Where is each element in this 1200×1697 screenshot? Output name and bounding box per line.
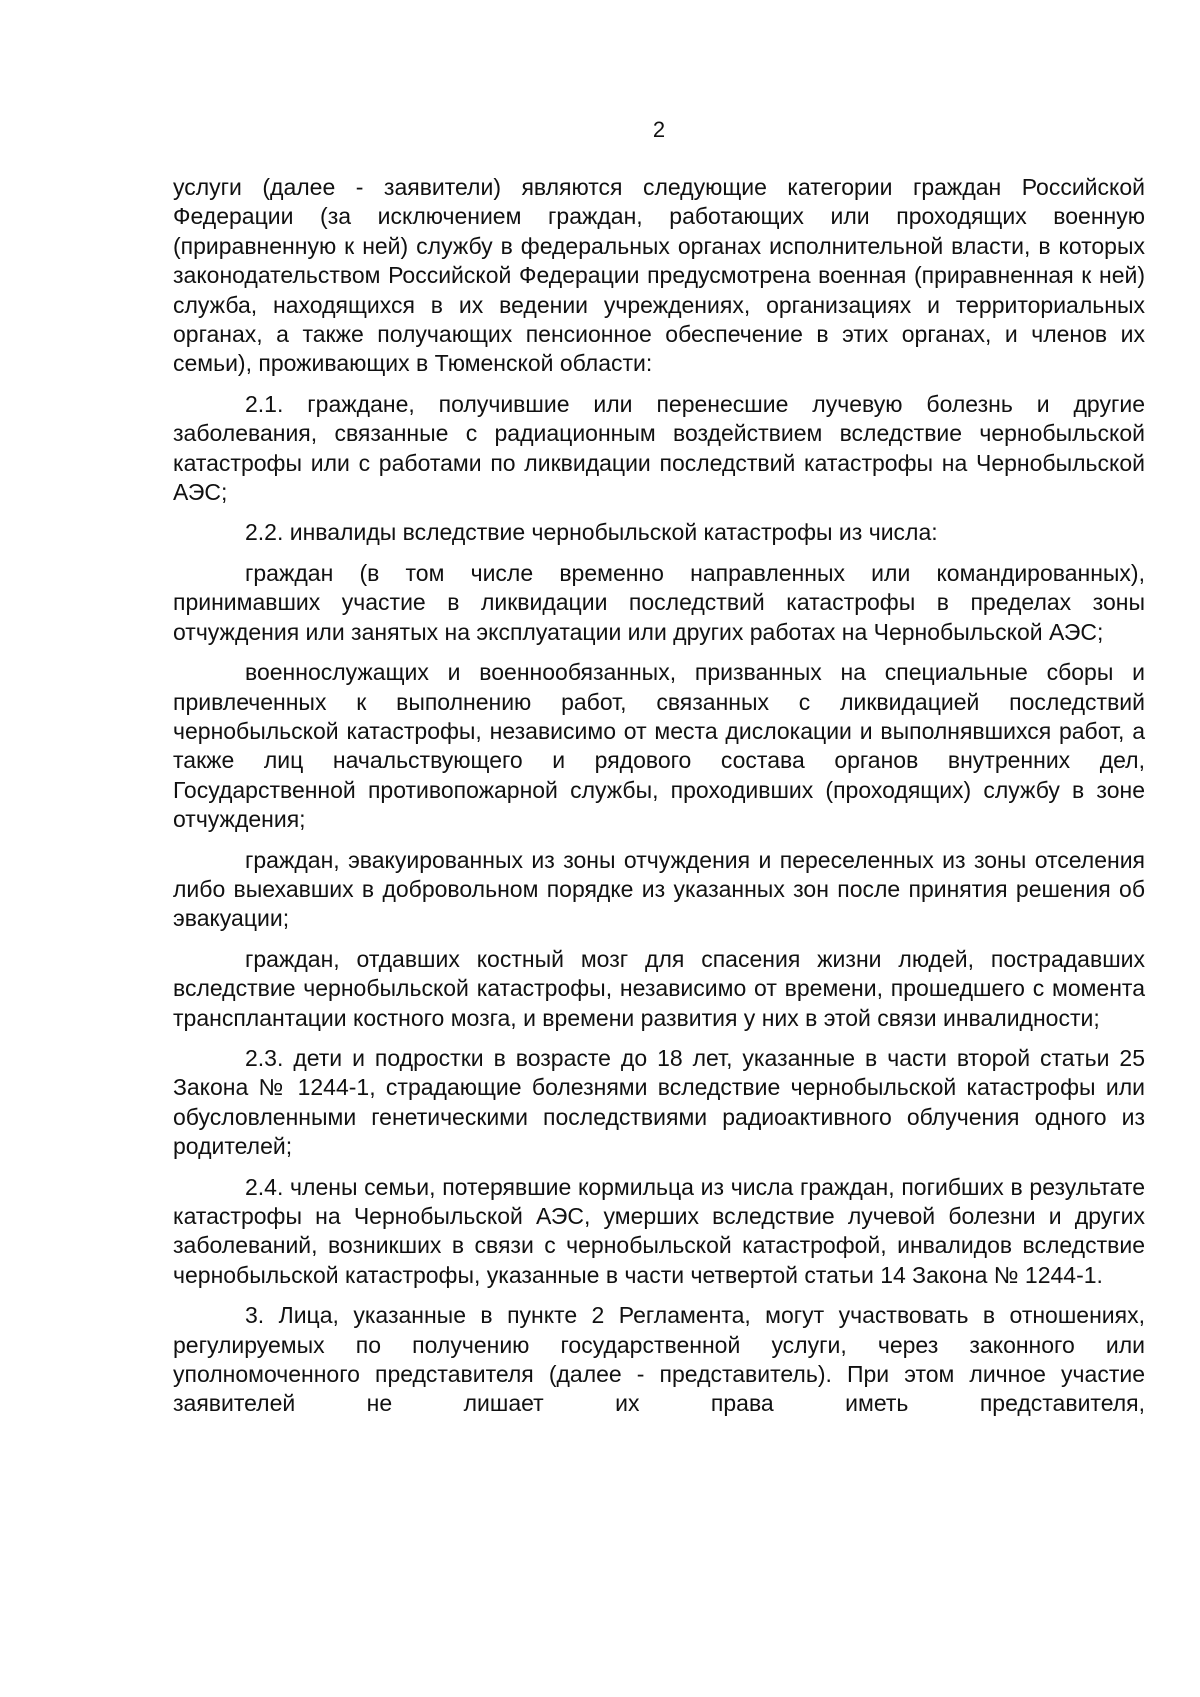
paragraph-item-2-1: 2.1. граждане, получившие или перенесшие лучевую болезнь и другие заболевания, связанные с радиационным воздействием вследствие чернобыльской катастрофы или с работами по ликвидации последствий катастрофы на Чернобыльской АЭС;: [173, 390, 1145, 506]
document-body: [173, 173, 1145, 1419]
paragraph-item-3: 3. Лица, указанные в пункте 2 Регламента, могут участвовать в отношениях, регулируемых по получению государственной услуги, через законного или уполномоченного представителя (далее - представитель). При этом личное участие заявителей не лишает их права иметь представителя,: [173, 1302, 1145, 1417]
page-number: 2: [652, 117, 666, 142]
paragraph-item-2-2-donors: граждан, отдавших костный мозг для спасения жизни людей, пострадавших вследствие чернобыльской катастрофы, независимо от времени, прошедшего с момента трансплантации костного мозга, и времени развития у них в этой связи инвалидности;: [173, 945, 1145, 1031]
paragraph-item-2-2-servicemen: военнослужащих и военнообязанных, призванных на специальные сборы и привлеченных к выполнению работ, связанных с ликвидацией последствий чернобыльской катастрофы, независимо от места дислокации и выполнявшихся работ, а также лиц начальствующего и рядового состава органов внутренних дел, Государственной противопожарной службы, проходивших (проходящих) службу в зоне отчуждения;: [173, 659, 1145, 833]
paragraph-item-2-2: 2.2. инвалиды вследствие чернобыльской катастрофы из числа:: [245, 519, 938, 546]
paragraph-applicants-intro: услуги (далее - заявители) являются следующие категории граждан Российской Федерации (за исключением граждан, работающих или проходящих военную (приравненную к ней) службу в федеральных органах исполнительной власти, в которых законодательством Российской Федерации предусмотрена военная (приравненная к ней) служба, находящихся в их ведении учреждениях, организациях и территориальных органах, а также получающих пенсионное обеспечение в этих органах, и членов их семьи), проживающих в Тюменской области:: [173, 174, 1145, 377]
paragraph-item-2-4: 2.4. члены семьи, потерявшие кормильца из числа граждан, погибших в результате катастрофы на Чернобыльской АЭС, умерших вследствие лучевой болезни и других заболеваний, возникших в связи с чернобыльской катастрофой, инвалидов вследствие чернобыльской катастрофы, указанные в части четвертой статьи 14 Закона № 1244-1.: [173, 1173, 1145, 1288]
paragraph-item-2-2-evacuated: граждан, эвакуированных из зоны отчуждения и переселенных из зоны отселения либо выехавших в добровольном порядке из указанных зон после принятия решения об эвакуации;: [173, 846, 1145, 932]
paragraph-item-2-2-citizens: граждан (в том числе временно направленных или командированных), принимавших участие в ликвидации последствий катастрофы в пределах зоны отчуждения или занятых на эксплуатации или других работах на Чернобыльской АЭС;: [173, 559, 1145, 645]
paragraph-item-2-3: 2.3. дети и подростки в возрасте до 18 лет, указанные в части второй статьи 25 Закона № 1244-1, страдающие болезнями вследствие чернобыльской катастрофы или обусловленными генетическими последствиями радиоактивного облучения одного из родителей;: [173, 1044, 1145, 1160]
